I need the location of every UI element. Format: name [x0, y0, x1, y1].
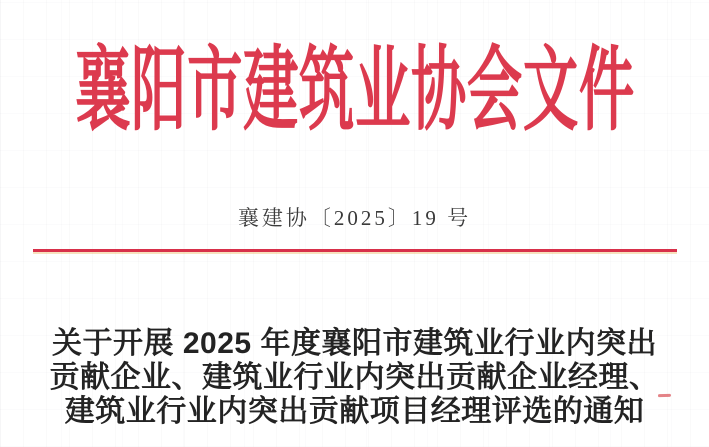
document-letterhead: [0, 36, 709, 148]
scan-artifact-mark: [658, 394, 671, 397]
organization-title: 襄阳市建筑业协会文件: [74, 41, 635, 142]
notice-title-line-3: 建筑业行业内突出贡献项目经理评选的通知: [64, 395, 645, 428]
notice-title: [0, 327, 709, 429]
notice-title-line-2: 贡献企业、建筑业行业内突出贡献企业经理、: [49, 361, 660, 394]
red-divider-line: [33, 249, 677, 252]
document-number: 襄建协〔2025〕19 号: [237, 206, 472, 230]
notice-title-line-1: 关于开展 2025 年度襄阳市建筑业行业内突出: [52, 327, 657, 360]
